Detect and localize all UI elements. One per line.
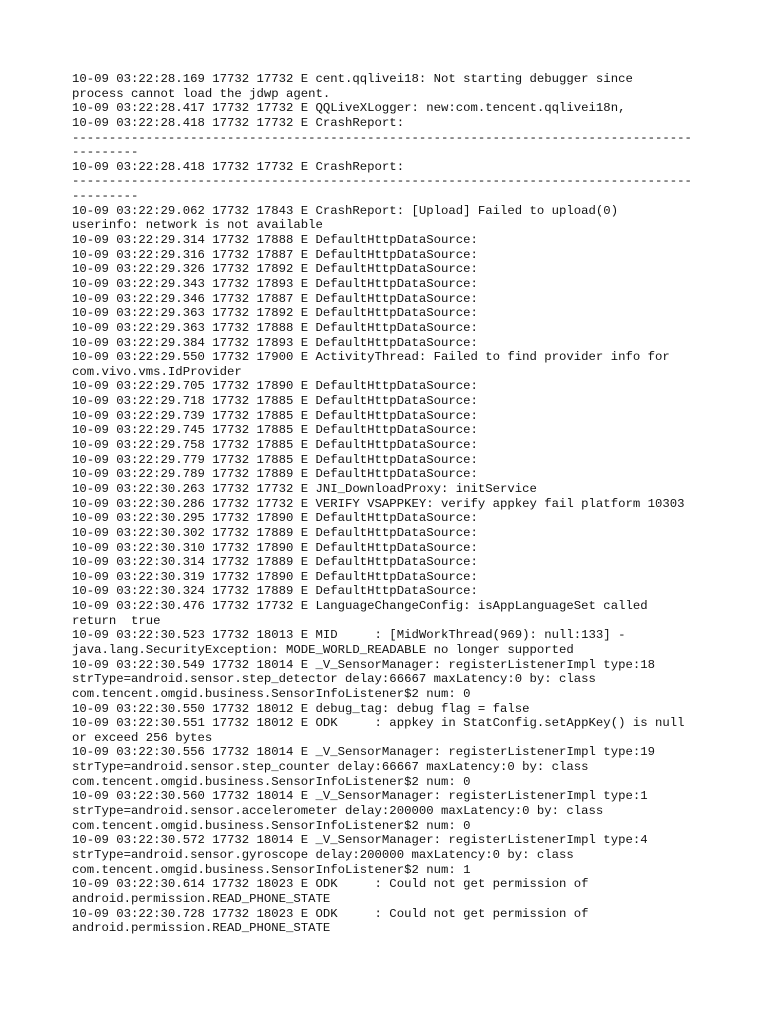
log-line: 10-09 03:22:29.384 17732 17893 E DefaultHttpDataSource: xyxy=(72,335,478,350)
log-line: 10-09 03:22:30.324 17732 17889 E DefaultHttpDataSource: xyxy=(72,584,478,599)
log-line: 10-09 03:22:30.263 17732 17732 E JNI_DownloadProxy: initService xyxy=(72,481,537,496)
log-line: 10-09 03:22:29.343 17732 17893 E DefaultHttpDataSource: xyxy=(72,276,478,291)
log-line: 10-09 03:22:30.319 17732 17890 E DefaultHttpDataSource: xyxy=(72,569,478,584)
separator-line: ------------------------------------------------------------------------------------ xyxy=(72,130,692,145)
log-line: 10-09 03:22:29.346 17732 17887 E DefaultHttpDataSource: xyxy=(72,291,478,306)
log-line: com.tencent.omgid.business.SensorInfoListener$2 num: 1 xyxy=(72,862,471,877)
log-line: 10-09 03:22:30.551 17732 18012 E ODK : appkey in StatConfig.setAppKey() is null xyxy=(72,716,685,731)
log-line: strType=android.sensor.gyroscope delay:200000 maxLatency:0 by: class xyxy=(72,847,574,862)
log-line: 10-09 03:22:29.758 17732 17885 E DefaultHttpDataSource: xyxy=(72,438,478,453)
log-line: or exceed 256 bytes xyxy=(72,730,213,745)
log-line: 10-09 03:22:30.302 17732 17889 E DefaultHttpDataSource: xyxy=(72,525,478,540)
log-line: 10-09 03:22:29.718 17732 17885 E DefaultHttpDataSource: xyxy=(72,394,478,409)
log-line: 10-09 03:22:28.169 17732 17732 E cent.qqlivei18: Not starting debugger since xyxy=(72,72,633,86)
separator-line: ------------------------------------------------------------------------------------ xyxy=(72,174,692,189)
log-line: 10-09 03:22:30.550 17732 18012 E debug_tag: debug flag = false xyxy=(72,701,530,716)
log-line: 10-09 03:22:30.549 17732 18014 E _V_SensorManager: registerListenerImpl type:18 xyxy=(72,657,655,672)
log-line: 10-09 03:22:30.286 17732 17732 E VERIFY VSAPPKEY: verify appkey fail platform 10303 xyxy=(72,496,685,511)
log-line: 10-09 03:22:30.310 17732 17890 E DefaultHttpDataSource: xyxy=(72,540,478,555)
log-line: 10-09 03:22:30.614 17732 18023 E ODK : Could not get permission of xyxy=(72,877,589,892)
log-line: 10-09 03:22:28.418 17732 17732 E CrashReport: xyxy=(72,159,405,174)
log-line: com.tencent.omgid.business.SensorInfoListener$2 num: 0 xyxy=(72,686,471,701)
log-line: 10-09 03:22:29.316 17732 17887 E DefaultHttpDataSource: xyxy=(72,247,478,262)
log-line: 10-09 03:22:30.523 17732 18013 E MID : [MidWorkThread(969): null:133] - xyxy=(72,628,626,643)
separator-line: --------- xyxy=(72,189,139,204)
log-line: 10-09 03:22:30.572 17732 18014 E _V_SensorManager: registerListenerImpl type:4 xyxy=(72,833,648,848)
log-line: 10-09 03:22:28.417 17732 17732 E QQLiveXLogger: new:com.tencent.qqlivei18n, xyxy=(72,101,626,116)
log-line: 10-09 03:22:30.728 17732 18023 E ODK : Could not get permission of xyxy=(72,906,589,921)
log-line: 10-09 03:22:28.418 17732 17732 E CrashReport: xyxy=(72,115,405,130)
log-line: strType=android.sensor.accelerometer delay:200000 maxLatency:0 by: class xyxy=(72,804,604,819)
log-line: userinfo: network is not available xyxy=(72,218,323,233)
log-line: 10-09 03:22:30.314 17732 17889 E DefaultHttpDataSource: xyxy=(72,555,478,570)
log-line: 10-09 03:22:29.363 17732 17892 E DefaultHttpDataSource: xyxy=(72,306,478,321)
log-line: 10-09 03:22:30.556 17732 18014 E _V_SensorManager: registerListenerImpl type:19 xyxy=(72,745,655,760)
log-line: 10-09 03:22:29.789 17732 17889 E DefaultHttpDataSource: xyxy=(72,467,478,482)
log-line: strType=android.sensor.step_counter delay:66667 maxLatency:0 by: class xyxy=(72,760,589,775)
log-line: 10-09 03:22:29.326 17732 17892 E DefaultHttpDataSource: xyxy=(72,262,478,277)
log-line: 10-09 03:22:29.314 17732 17888 E DefaultHttpDataSource: xyxy=(72,233,478,248)
log-line: 10-09 03:22:29.779 17732 17885 E DefaultHttpDataSource: xyxy=(72,452,478,467)
log-line: android.permission.READ_PHONE_STATE xyxy=(72,921,331,936)
log-line: com.vivo.vms.IdProvider xyxy=(72,364,242,379)
log-line: com.tencent.omgid.business.SensorInfoListener$2 num: 0 xyxy=(72,818,471,833)
log-line: 10-09 03:22:30.295 17732 17890 E DefaultHttpDataSource: xyxy=(72,511,478,526)
log-line: com.tencent.omgid.business.SensorInfoListener$2 num: 0 xyxy=(72,774,471,789)
log-document xyxy=(72,72,712,936)
log-line: 10-09 03:22:29.739 17732 17885 E DefaultHttpDataSource: xyxy=(72,408,478,423)
separator-line: --------- xyxy=(72,145,139,160)
log-line: 10-09 03:22:30.476 17732 17732 E LanguageChangeConfig: isAppLanguageSet called xyxy=(72,599,648,614)
log-line: 10-09 03:22:29.705 17732 17890 E DefaultHttpDataSource: xyxy=(72,379,478,394)
log-line: 10-09 03:22:29.745 17732 17885 E DefaultHttpDataSource: xyxy=(72,423,478,438)
log-line: 10-09 03:22:30.560 17732 18014 E _V_SensorManager: registerListenerImpl type:1 xyxy=(72,789,648,804)
log-line: return true xyxy=(72,613,161,628)
log-line: 10-09 03:22:29.363 17732 17888 E DefaultHttpDataSource: xyxy=(72,320,478,335)
log-line: process cannot load the jdwp agent. xyxy=(72,86,331,101)
log-line: strType=android.sensor.step_detector delay:66667 maxLatency:0 by: class xyxy=(72,672,596,687)
log-line: 10-09 03:22:29.550 17732 17900 E ActivityThread: Failed to find provider info for xyxy=(72,350,670,365)
log-line: 10-09 03:22:29.062 17732 17843 E CrashReport: [Upload] Failed to upload(0) xyxy=(72,203,619,218)
log-line: java.lang.SecurityException: MODE_WORLD_READABLE no longer supported xyxy=(72,642,574,657)
log-line: android.permission.READ_PHONE_STATE xyxy=(72,891,331,906)
